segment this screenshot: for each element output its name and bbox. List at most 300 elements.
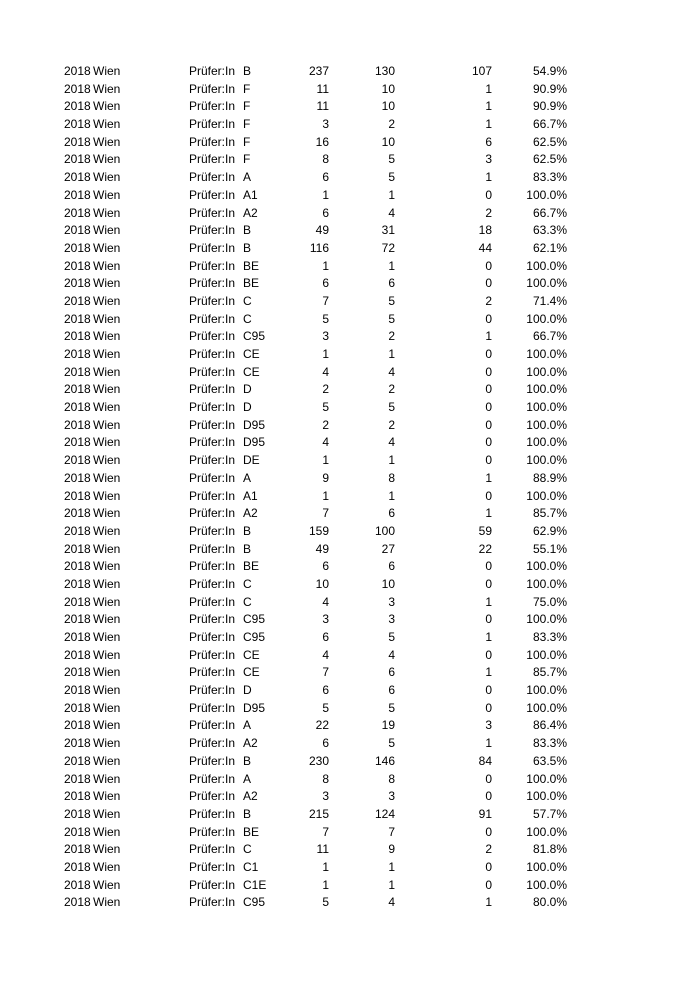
pass-rate-cell: 100.0% bbox=[526, 859, 567, 874]
total-count-cell: 6 bbox=[322, 170, 329, 185]
license-class-cell: F bbox=[243, 99, 251, 114]
year-cell: 2018 bbox=[64, 435, 91, 450]
year-cell: 2018 bbox=[64, 364, 91, 379]
license-class-cell: D bbox=[243, 382, 252, 397]
failed-count-cell: 6 bbox=[485, 134, 492, 149]
table-row bbox=[0, 63, 700, 81]
pass-rate-cell: 62.1% bbox=[532, 240, 567, 255]
failed-count-cell: 22 bbox=[478, 541, 492, 556]
passed-count-cell: 8 bbox=[388, 771, 395, 786]
failed-count-cell: 0 bbox=[485, 311, 492, 326]
place-cell: Wien bbox=[93, 311, 121, 326]
table-row bbox=[0, 434, 700, 452]
total-count-cell: 159 bbox=[308, 523, 329, 538]
total-count-cell: 7 bbox=[322, 293, 329, 308]
year-cell: 2018 bbox=[64, 205, 91, 220]
year-cell: 2018 bbox=[64, 488, 91, 503]
license-class-cell: C bbox=[243, 293, 252, 308]
pass-rate-cell: 62.5% bbox=[532, 152, 567, 167]
pass-rate-cell: 57.7% bbox=[532, 806, 567, 821]
place-cell: Wien bbox=[93, 170, 121, 185]
pass-rate-cell: 81.8% bbox=[532, 842, 567, 857]
year-cell: 2018 bbox=[64, 559, 91, 574]
year-cell: 2018 bbox=[64, 895, 91, 910]
role-cell: Prüfer:In bbox=[189, 170, 236, 185]
passed-count-cell: 146 bbox=[374, 753, 395, 768]
year-cell: 2018 bbox=[64, 683, 91, 698]
table-row bbox=[0, 505, 700, 523]
passed-count-cell: 5 bbox=[388, 700, 395, 715]
role-cell: Prüfer:In bbox=[189, 576, 236, 591]
total-count-cell: 1 bbox=[322, 347, 329, 361]
role-cell: Prüfer:In bbox=[189, 753, 236, 768]
year-cell: 2018 bbox=[64, 541, 91, 556]
license-class-cell: A2 bbox=[243, 736, 258, 751]
place-cell: Wien bbox=[93, 276, 121, 291]
license-class-cell: A2 bbox=[243, 506, 258, 521]
pass-rate-cell: 83.3% bbox=[532, 736, 567, 751]
pass-rate-cell: 100.0% bbox=[526, 347, 567, 361]
passed-count-cell: 5 bbox=[388, 170, 395, 185]
failed-count-cell: 0 bbox=[485, 612, 492, 627]
license-class-cell: D95 bbox=[243, 700, 266, 715]
failed-count-cell: 44 bbox=[478, 240, 492, 255]
role-cell: Prüfer:In bbox=[189, 612, 236, 627]
role-cell: Prüfer:In bbox=[189, 523, 236, 538]
place-cell: Wien bbox=[93, 859, 121, 874]
table-row bbox=[0, 452, 700, 470]
passed-count-cell: 4 bbox=[388, 205, 395, 220]
total-count-cell: 11 bbox=[316, 99, 329, 114]
role-cell: Prüfer:In bbox=[189, 276, 236, 291]
table-row bbox=[0, 275, 700, 293]
year-cell: 2018 bbox=[64, 258, 91, 273]
role-cell: Prüfer:In bbox=[189, 842, 236, 857]
total-count-cell: 6 bbox=[322, 736, 329, 751]
failed-count-cell: 1 bbox=[485, 594, 492, 609]
license-class-cell: B bbox=[243, 541, 252, 556]
total-count-cell: 2 bbox=[322, 382, 329, 397]
place-cell: Wien bbox=[93, 753, 121, 768]
year-cell: 2018 bbox=[64, 81, 91, 96]
role-cell: Prüfer:In bbox=[189, 382, 236, 397]
role-cell: Prüfer:In bbox=[189, 824, 236, 839]
table-row bbox=[0, 894, 700, 912]
place-cell: Wien bbox=[93, 364, 121, 379]
role-cell: Prüfer:In bbox=[189, 435, 236, 450]
license-class-cell: C1 bbox=[243, 859, 259, 874]
role-cell: Prüfer:In bbox=[189, 311, 236, 326]
place-cell: Wien bbox=[93, 523, 121, 538]
place-cell: Wien bbox=[93, 895, 121, 910]
place-cell: Wien bbox=[93, 806, 121, 821]
total-count-cell: 5 bbox=[322, 400, 329, 415]
failed-count-cell: 1 bbox=[485, 895, 492, 910]
total-count-cell: 5 bbox=[322, 700, 329, 715]
year-cell: 2018 bbox=[64, 612, 91, 627]
role-cell: Prüfer:In bbox=[189, 205, 236, 220]
place-cell: Wien bbox=[93, 736, 121, 751]
year-cell: 2018 bbox=[64, 311, 91, 326]
total-count-cell: 5 bbox=[322, 311, 329, 326]
passed-count-cell: 2 bbox=[388, 382, 395, 397]
place-cell: Wien bbox=[93, 64, 121, 78]
role-cell: Prüfer:In bbox=[189, 506, 236, 521]
role-cell: Prüfer:In bbox=[189, 64, 236, 78]
license-class-cell: F bbox=[243, 117, 251, 132]
failed-count-cell: 0 bbox=[485, 258, 492, 273]
license-class-cell: CE bbox=[243, 647, 260, 662]
table-row bbox=[0, 258, 700, 276]
passed-count-cell: 100 bbox=[374, 523, 395, 538]
place-cell: Wien bbox=[93, 506, 121, 521]
failed-count-cell: 2 bbox=[485, 205, 492, 220]
role-cell: Prüfer:In bbox=[189, 258, 236, 273]
total-count-cell: 3 bbox=[322, 612, 329, 627]
pass-rate-cell: 100.0% bbox=[526, 276, 567, 291]
pass-rate-cell: 66.7% bbox=[532, 205, 567, 220]
total-count-cell: 11 bbox=[316, 81, 329, 96]
total-count-cell: 1 bbox=[322, 453, 329, 468]
passed-count-cell: 2 bbox=[388, 117, 395, 132]
table-row bbox=[0, 664, 700, 682]
failed-count-cell: 107 bbox=[471, 64, 492, 78]
year-cell: 2018 bbox=[64, 771, 91, 786]
license-class-cell: A2 bbox=[243, 205, 258, 220]
passed-count-cell: 8 bbox=[388, 470, 395, 485]
license-class-cell: B bbox=[243, 806, 252, 821]
passed-count-cell: 2 bbox=[388, 417, 395, 432]
role-cell: Prüfer:In bbox=[189, 417, 236, 432]
total-count-cell: 8 bbox=[322, 771, 329, 786]
place-cell: Wien bbox=[93, 877, 121, 892]
year-cell: 2018 bbox=[64, 523, 91, 538]
place-cell: Wien bbox=[93, 541, 121, 556]
license-class-cell: B bbox=[243, 223, 252, 238]
year-cell: 2018 bbox=[64, 842, 91, 857]
pass-rate-cell: 90.9% bbox=[532, 81, 567, 96]
passed-count-cell: 6 bbox=[388, 683, 395, 698]
table-row bbox=[0, 417, 700, 435]
data-table bbox=[0, 63, 700, 912]
pass-rate-cell: 100.0% bbox=[526, 364, 567, 379]
year-cell: 2018 bbox=[64, 293, 91, 308]
passed-count-cell: 5 bbox=[388, 736, 395, 751]
place-cell: Wien bbox=[93, 824, 121, 839]
passed-count-cell: 5 bbox=[388, 293, 395, 308]
pass-rate-cell: 75.0% bbox=[532, 594, 567, 609]
failed-count-cell: 1 bbox=[485, 99, 492, 114]
role-cell: Prüfer:In bbox=[189, 771, 236, 786]
total-count-cell: 7 bbox=[322, 665, 329, 680]
license-class-cell: C95 bbox=[243, 895, 266, 910]
pass-rate-cell: 100.0% bbox=[526, 877, 567, 892]
failed-count-cell: 0 bbox=[485, 647, 492, 662]
role-cell: Prüfer:In bbox=[189, 806, 236, 821]
place-cell: Wien bbox=[93, 718, 121, 733]
year-cell: 2018 bbox=[64, 240, 91, 255]
pass-rate-cell: 100.0% bbox=[526, 824, 567, 839]
total-count-cell: 5 bbox=[322, 895, 329, 910]
license-class-cell: D bbox=[243, 683, 252, 698]
license-class-cell: BE bbox=[243, 824, 260, 839]
place-cell: Wien bbox=[93, 665, 121, 680]
table-row bbox=[0, 81, 700, 99]
table-row bbox=[0, 346, 700, 364]
pass-rate-cell: 100.0% bbox=[526, 789, 567, 804]
role-cell: Prüfer:In bbox=[189, 859, 236, 874]
place-cell: Wien bbox=[93, 117, 121, 132]
failed-count-cell: 0 bbox=[485, 453, 492, 468]
license-class-cell: D95 bbox=[243, 417, 266, 432]
year-cell: 2018 bbox=[64, 736, 91, 751]
failed-count-cell: 1 bbox=[485, 117, 492, 132]
total-count-cell: 8 bbox=[322, 152, 329, 167]
failed-count-cell: 0 bbox=[485, 559, 492, 574]
year-cell: 2018 bbox=[64, 877, 91, 892]
failed-count-cell: 1 bbox=[485, 506, 492, 521]
table-row bbox=[0, 470, 700, 488]
passed-count-cell: 4 bbox=[388, 647, 395, 662]
total-count-cell: 4 bbox=[322, 435, 329, 450]
total-count-cell: 3 bbox=[322, 117, 329, 132]
total-count-cell: 215 bbox=[308, 806, 329, 821]
year-cell: 2018 bbox=[64, 417, 91, 432]
failed-count-cell: 1 bbox=[485, 81, 492, 96]
role-cell: Prüfer:In bbox=[189, 134, 236, 149]
year-cell: 2018 bbox=[64, 470, 91, 485]
role-cell: Prüfer:In bbox=[189, 895, 236, 910]
license-class-cell: B bbox=[243, 523, 252, 538]
pass-rate-cell: 100.0% bbox=[526, 771, 567, 786]
total-count-cell: 1 bbox=[322, 187, 329, 202]
passed-count-cell: 5 bbox=[388, 630, 395, 644]
table-row bbox=[0, 753, 700, 771]
place-cell: Wien bbox=[93, 559, 121, 574]
total-count-cell: 6 bbox=[322, 205, 329, 220]
license-class-cell: A2 bbox=[243, 789, 258, 804]
table-row bbox=[0, 381, 700, 399]
table-row bbox=[0, 488, 700, 506]
failed-count-cell: 1 bbox=[485, 736, 492, 751]
year-cell: 2018 bbox=[64, 99, 91, 114]
place-cell: Wien bbox=[93, 205, 121, 220]
year-cell: 2018 bbox=[64, 117, 91, 132]
pass-rate-cell: 100.0% bbox=[526, 700, 567, 715]
failed-count-cell: 0 bbox=[485, 417, 492, 432]
year-cell: 2018 bbox=[64, 789, 91, 804]
year-cell: 2018 bbox=[64, 824, 91, 839]
license-class-cell: C1E bbox=[243, 877, 267, 892]
passed-count-cell: 1 bbox=[388, 187, 395, 202]
place-cell: Wien bbox=[93, 382, 121, 397]
license-class-cell: C bbox=[243, 842, 252, 857]
table-row bbox=[0, 841, 700, 859]
license-class-cell: F bbox=[243, 134, 251, 149]
place-cell: Wien bbox=[93, 293, 121, 308]
table-row bbox=[0, 594, 700, 612]
table-row bbox=[0, 735, 700, 753]
year-cell: 2018 bbox=[64, 753, 91, 768]
place-cell: Wien bbox=[93, 329, 121, 344]
year-cell: 2018 bbox=[64, 276, 91, 291]
table-row bbox=[0, 523, 700, 541]
passed-count-cell: 1 bbox=[388, 258, 395, 273]
place-cell: Wien bbox=[93, 771, 121, 786]
role-cell: Prüfer:In bbox=[189, 665, 236, 680]
failed-count-cell: 2 bbox=[485, 842, 492, 857]
failed-count-cell: 0 bbox=[485, 789, 492, 804]
place-cell: Wien bbox=[93, 134, 121, 149]
total-count-cell: 2 bbox=[322, 417, 329, 432]
place-cell: Wien bbox=[93, 594, 121, 609]
license-class-cell: A bbox=[243, 470, 252, 485]
license-class-cell: B bbox=[243, 753, 252, 768]
table-row bbox=[0, 647, 700, 665]
total-count-cell: 6 bbox=[322, 276, 329, 291]
place-cell: Wien bbox=[93, 842, 121, 857]
role-cell: Prüfer:In bbox=[189, 453, 236, 468]
license-class-cell: A bbox=[243, 170, 252, 185]
table-row bbox=[0, 187, 700, 205]
place-cell: Wien bbox=[93, 789, 121, 804]
place-cell: Wien bbox=[93, 435, 121, 450]
table-row bbox=[0, 328, 700, 346]
pass-rate-cell: 88.9% bbox=[532, 470, 567, 485]
pass-rate-cell: 100.0% bbox=[526, 417, 567, 432]
total-count-cell: 6 bbox=[322, 559, 329, 574]
passed-count-cell: 1 bbox=[388, 453, 395, 468]
total-count-cell: 11 bbox=[316, 842, 329, 857]
table-row bbox=[0, 240, 700, 258]
table-row bbox=[0, 116, 700, 134]
passed-count-cell: 1 bbox=[388, 859, 395, 874]
place-cell: Wien bbox=[93, 488, 121, 503]
pass-rate-cell: 66.7% bbox=[532, 117, 567, 132]
license-class-cell: C bbox=[243, 311, 252, 326]
failed-count-cell: 0 bbox=[485, 382, 492, 397]
passed-count-cell: 130 bbox=[374, 64, 395, 78]
pass-rate-cell: 83.3% bbox=[532, 170, 567, 185]
pass-rate-cell: 62.9% bbox=[532, 523, 567, 538]
failed-count-cell: 0 bbox=[485, 400, 492, 415]
place-cell: Wien bbox=[93, 453, 121, 468]
failed-count-cell: 59 bbox=[478, 523, 492, 538]
total-count-cell: 116 bbox=[309, 240, 329, 255]
role-cell: Prüfer:In bbox=[189, 559, 236, 574]
role-cell: Prüfer:In bbox=[189, 736, 236, 751]
passed-count-cell: 10 bbox=[381, 576, 395, 591]
passed-count-cell: 4 bbox=[388, 895, 395, 910]
total-count-cell: 1 bbox=[322, 488, 329, 503]
passed-count-cell: 1 bbox=[388, 347, 395, 361]
failed-count-cell: 1 bbox=[485, 329, 492, 344]
role-cell: Prüfer:In bbox=[189, 877, 236, 892]
passed-count-cell: 10 bbox=[381, 134, 395, 149]
role-cell: Prüfer:In bbox=[189, 488, 236, 503]
pass-rate-cell: 86.4% bbox=[532, 718, 567, 733]
table-row bbox=[0, 682, 700, 700]
role-cell: Prüfer:In bbox=[189, 293, 236, 308]
year-cell: 2018 bbox=[64, 806, 91, 821]
pass-rate-cell: 62.5% bbox=[532, 134, 567, 149]
failed-count-cell: 0 bbox=[485, 187, 492, 202]
pass-rate-cell: 80.0% bbox=[532, 895, 567, 910]
place-cell: Wien bbox=[93, 187, 121, 202]
place-cell: Wien bbox=[93, 223, 121, 238]
pass-rate-cell: 85.7% bbox=[532, 506, 567, 521]
year-cell: 2018 bbox=[64, 859, 91, 874]
total-count-cell: 3 bbox=[322, 789, 329, 804]
failed-count-cell: 2 bbox=[485, 293, 492, 308]
passed-count-cell: 3 bbox=[388, 612, 395, 627]
license-class-cell: D bbox=[243, 400, 252, 415]
year-cell: 2018 bbox=[64, 665, 91, 680]
passed-count-cell: 5 bbox=[388, 152, 395, 167]
role-cell: Prüfer:In bbox=[189, 470, 236, 485]
pass-rate-cell: 90.9% bbox=[532, 99, 567, 114]
place-cell: Wien bbox=[93, 647, 121, 662]
year-cell: 2018 bbox=[64, 134, 91, 149]
pass-rate-cell: 100.0% bbox=[526, 683, 567, 698]
passed-count-cell: 124 bbox=[374, 806, 395, 821]
year-cell: 2018 bbox=[64, 700, 91, 715]
role-cell: Prüfer:In bbox=[189, 630, 236, 644]
failed-count-cell: 0 bbox=[485, 347, 492, 361]
year-cell: 2018 bbox=[64, 630, 91, 644]
table-row bbox=[0, 222, 700, 240]
failed-count-cell: 18 bbox=[478, 223, 492, 238]
table-row bbox=[0, 134, 700, 152]
failed-count-cell: 1 bbox=[485, 630, 492, 644]
year-cell: 2018 bbox=[64, 453, 91, 468]
place-cell: Wien bbox=[93, 81, 121, 96]
license-class-cell: C bbox=[243, 594, 252, 609]
failed-count-cell: 0 bbox=[485, 824, 492, 839]
license-class-cell: A bbox=[243, 771, 252, 786]
year-cell: 2018 bbox=[64, 64, 91, 78]
role-cell: Prüfer:In bbox=[189, 223, 236, 238]
year-cell: 2018 bbox=[64, 347, 91, 361]
table-row bbox=[0, 98, 700, 116]
passed-count-cell: 5 bbox=[388, 311, 395, 326]
year-cell: 2018 bbox=[64, 152, 91, 167]
total-count-cell: 16 bbox=[315, 134, 329, 149]
total-count-cell: 22 bbox=[315, 718, 329, 733]
pass-rate-cell: 100.0% bbox=[526, 187, 567, 202]
total-count-cell: 237 bbox=[308, 64, 329, 78]
pass-rate-cell: 100.0% bbox=[526, 488, 567, 503]
total-count-cell: 9 bbox=[322, 470, 329, 485]
total-count-cell: 49 bbox=[315, 541, 329, 556]
passed-count-cell: 31 bbox=[381, 223, 395, 238]
table-row bbox=[0, 717, 700, 735]
license-class-cell: A1 bbox=[243, 488, 258, 503]
license-class-cell: DE bbox=[243, 453, 260, 468]
failed-count-cell: 0 bbox=[485, 576, 492, 591]
license-class-cell: A bbox=[243, 718, 252, 733]
passed-count-cell: 4 bbox=[388, 364, 395, 379]
failed-count-cell: 0 bbox=[485, 276, 492, 291]
pass-rate-cell: 100.0% bbox=[526, 453, 567, 468]
table-row bbox=[0, 806, 700, 824]
total-count-cell: 6 bbox=[322, 630, 329, 644]
place-cell: Wien bbox=[93, 576, 121, 591]
failed-count-cell: 0 bbox=[485, 435, 492, 450]
year-cell: 2018 bbox=[64, 187, 91, 202]
year-cell: 2018 bbox=[64, 223, 91, 238]
year-cell: 2018 bbox=[64, 400, 91, 415]
